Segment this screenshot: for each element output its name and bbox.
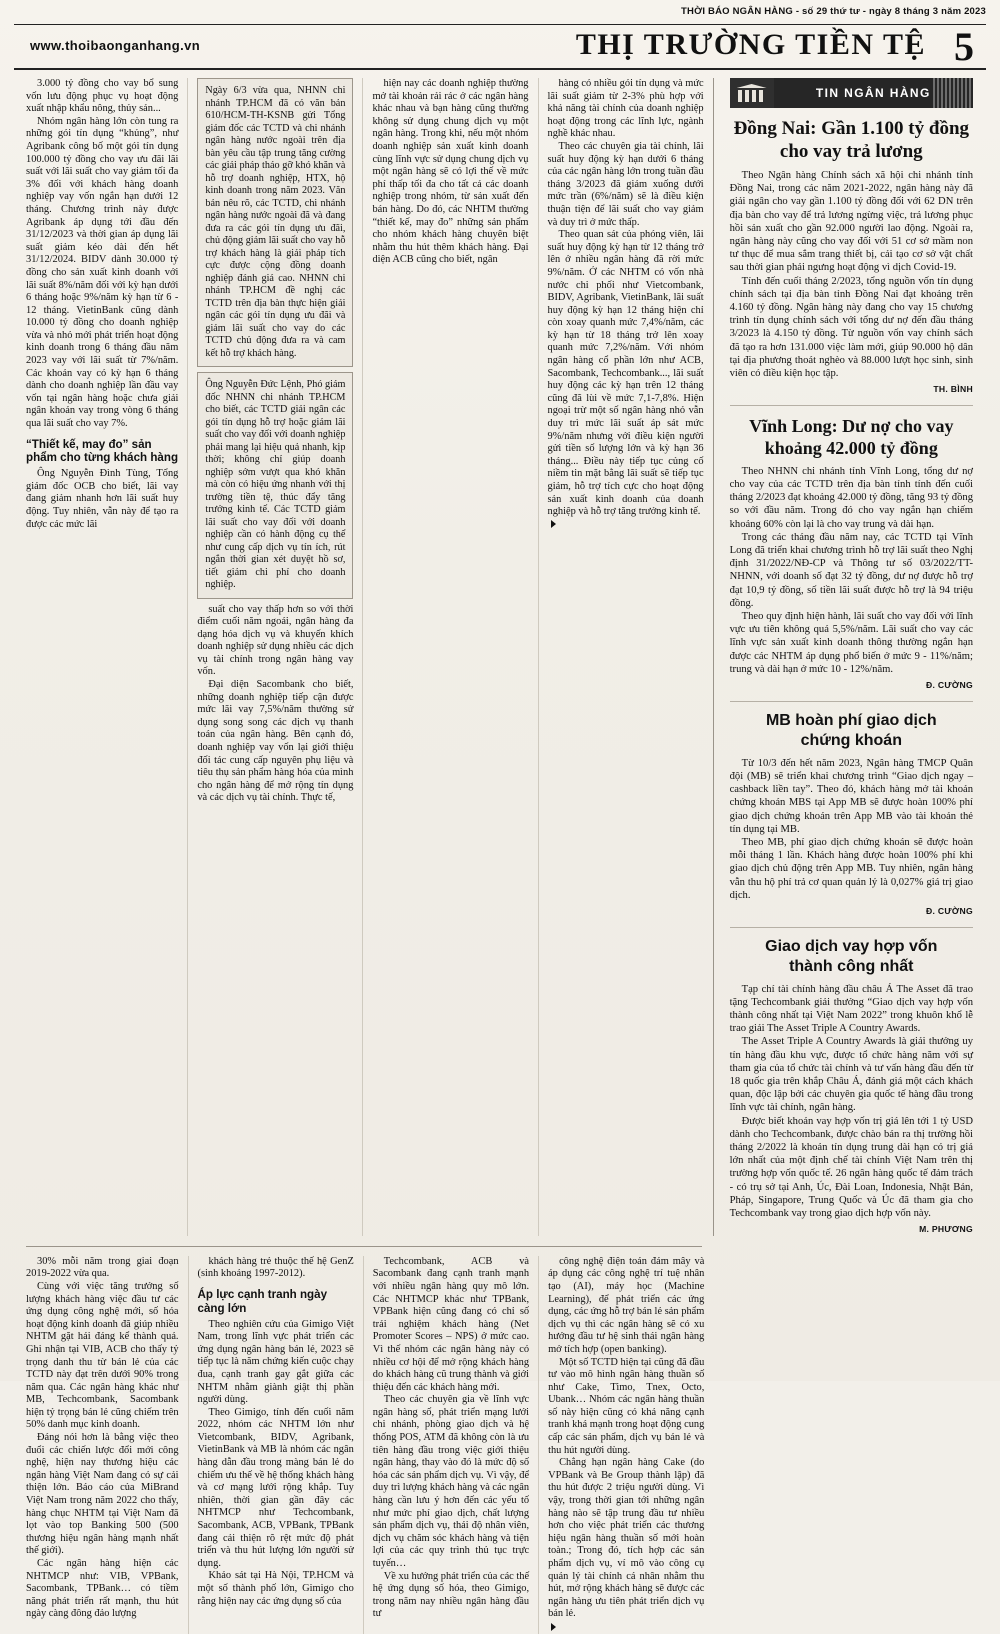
story-title-line2: cho vay trả lương <box>779 141 923 162</box>
paragraph: Theo MB, phí giao dịch chứng khoán sẽ được hoàn mỗi tháng 1 lần. Khách hàng được hoàn 100% phí khi giao dịch chủ động trên App MB. Tuy nhiên, ngân hàng vẫn thu hộ phí trả cơ quan quản lý là 0,027% giá trị giao dịch. <box>729 836 973 901</box>
page-number: 5 <box>954 24 974 69</box>
paragraph: Techcombank, ACB và Sacombank đang cạnh tranh mạnh với nhiều ngân hàng quy mô lớn. Các NHTMCP khác như TPBank, VPBank hiện cũng đang có chỉ số trải nghiệm khách hàng (Net Promoter Scores – NPS) ở mức cao. Vì thế nhóm các ngân hàng này có nhiều cơ hội để mở rộng khách hàng do khách hàng cũ trung thành và giới thiệu đến các khách hàng mới. <box>372 1255 530 1393</box>
paragraph: Đáng nói hơn là bằng việc theo đuổi các chiến lược đổi mới công nghệ, hiện nay thương hiệu các ngân hàng Việt Nam đang có sự cải thiện lớn. Báo cáo của MiBrand Việt Nam trong năm 2022 cho thấy, hàng chục NHTM tại Việt Nam đã lọt vào top Banking 500 (500 thương hiệu ngân hàng mạnh nhất thế giới). <box>26 1432 179 1557</box>
masthead <box>0 24 1000 70</box>
paragraph: hàng có nhiều gói tín dụng và mức lãi suất giảm từ 2-3% phù hợp với khả năng tài chính của doanh nghiệp hoạt động trong các lĩnh lực, ngành nghề khác nhau. <box>547 78 704 140</box>
upper-article-grid <box>26 78 982 1236</box>
paragraph: Theo quan sát của phóng viên, lãi suất huy động kỳ hạn từ 12 tháng trở lên ở nhiều ngân hàng đã rời mức 9%/năm. Ở các NHTM có vốn nhà nước chi phối như Vietcombank, BIDV, Agribank, VietinBank, lãi suất huy động kỳ hạn 12 tháng hiện chỉ còn xoay quanh mức 7,4%/năm, các kỳ hạn từ 18 tháng trở lên xoay quanh mức 7,2%/năm. Với nhóm ngân hàng cổ phần lớn như ACB, Sacombank, Techcombank..., lãi suất huy động các kỳ hạn trên 12 tháng cũng đã lùi về mức 7,1-7,8%. Hiện ngoại trừ một số ngân hàng nhỏ vẫn duy trì mức lãi suất áp sát mức 9%/năm nhưng với điều kiện người gửi tiền số lượng lớn và kỳ hạn 36 tháng... Điều này tiếp tục củng cố niềm tin mặt bằng lãi suất sẽ tiếp tục giảm, hỗ trợ tích cực cho hoạt động sản xuất kinh doanh của doanh nghiệp và hỗ trợ tăng trưởng kinh tế. <box>547 229 704 518</box>
subheading: Áp lực cạnh tranh ngày càng lớn <box>197 1287 328 1315</box>
column-2 <box>187 78 362 1236</box>
paragraph: hiện nay các doanh nghiệp thường mở tài khoản rải rác ở các ngân hàng khác nhau và bạn hàng cũng thường không sử dụng chung dịch vụ một ngân hàng. Trong khi, nếu một nhóm doanh nghiệp sản xuất kinh doanh cùng lĩnh vực sử dụng chung dịch vụ một ngân hàng sẽ có lợi thế về mức phí thấp tối đa cho tất cả các doanh nghiệp trong nhóm, từ sản xuất đến bán hàng. Do đó, các NHTM thường “thiết kế, may đo” những sản phẩm cho nhóm khách hàng chuyên biệt nhằm thu hút thêm khách hàng. Đại diện ACB cũng cho biết, ngân <box>372 78 529 266</box>
column-4 <box>538 78 713 1236</box>
story-title-line1: MB hoàn phí giao dịch <box>765 711 937 729</box>
paragraph: 30% mỗi năm trong giai đoạn 2019-2022 vừa qua. <box>26 1255 179 1280</box>
paragraph: Theo Gimigo, tính đến cuối năm 2022, nhóm các NHTM lớn như Vietcombank, BIDV, Agribank, VietinBank và MB là nhóm các ngân hàng dẫn đầu trong màng bán lẻ do chiếm ưu thế về hệ thống khách hàng và cơ mạng lưới rộng khắp. Tuy nhiên, thời gian gần đây các NHTMCP như Techcombank, Sacombank, ACB, VPBank, TPBank đang cải thiện rõ rệt mức độ phát triển và thu hút lượng lớn người sử dụng. <box>197 1406 354 1569</box>
paragraph: Tính đến cuối tháng 2/2023, tổng nguồn vốn tín dụng chính sách tại địa bàn tỉnh Đồng Nai đạt khoảng trên 4.160 tỷ đồng. Ngân hàng này đang cho vay 15 chương trình tín dụng chính sách với tổng dư nợ đến đầu tháng 3/2023 là 4.150 tỷ đồng. Từ nguồn vốn vay chính sách đã tạo ra hơn 131.000 việc làm mới, giúp 90.000 hộ dân tại địa phương thoát nghèo và 88.000 lượt học sinh, sinh viên có điều kiện học tập. <box>729 275 973 380</box>
paragraph: Trong các tháng đầu năm nay, các TCTD tại Vĩnh Long đã triển khai chương trình hỗ trợ lãi suất theo Nghị định 31/2022/NĐ-CP và Thông tư số 03/2022/TT-NHNN, với doanh số đạt 32 tỷ đồng, dư nợ được hỗ trợ đạt 10,9 tỷ đồng, số tiền lãi suất được hỗ trợ là 94 triệu đồng. <box>729 531 973 609</box>
lower-column-2 <box>188 1256 363 1634</box>
divider <box>730 405 973 406</box>
story-title-line2: thành công nhất <box>789 957 914 975</box>
byline: TH. BÌNH <box>933 384 973 395</box>
story-title-prefix: Vĩnh Long: <box>749 415 843 436</box>
site-url[interactable]: www.thoibaonganhang.vn <box>30 38 201 53</box>
lower-column-3 <box>363 1256 538 1634</box>
story-title-line1: Giao dịch vay hợp vốn <box>765 937 938 955</box>
paragraph: Theo quy định hiện hành, lãi suất cho vay đối với lĩnh vực ưu tiên không quá 5,5%/năm. Lãi suất cho vay các lĩnh vực sản xuất kinh doanh thông thường ngắn hạn được các NHTM áp dụng phổ biến ở mức 9 - 11%/năm; trung và dài hạn ở mức 10 - 12%/năm. <box>729 611 973 675</box>
rail-story-mb <box>730 711 973 918</box>
paragraph: Ông Nguyễn Đức Lệnh, Phó giám đốc NHNN chi nhánh TP.HCM cho biết, các TCTD giải ngân các gói tín dụng hỗ trợ hoặc giảm lãi suất cho vay đối với doanh nghiệp phải mang lại hiệu quả nhanh, kịp thời; không chỉ giúp doanh nghiệp sớm vượt qua khó khăn mà còn có hiệu ứng nhanh với thị trường tiền tệ, thúc đẩy tăng trưởng kinh tế. Các TCTD giảm lãi suất cho vay đối với doanh nghiệp cần có hành động cụ thể như cung cấp dịch vụ tín ích, rút ngắn thời gian xét duyệt hồ sơ, tiết giảm chi phí cho doanh nghiệp. <box>205 379 346 590</box>
paragraph: Từ 10/3 đến hết năm 2023, Ngân hàng TMCP Quân đội (MB) sẽ triển khai chương trình “Giao dịch ngay – cashback liền tay”. Theo đó, khách hàng mở tài khoản chứng khoán MBS tại App MB sẽ được hoàn 100% phí giao dịch chứng khoán trên App MB vào tài khoản thẻ tín dụng tại MB. <box>729 757 973 835</box>
end-mark <box>551 1623 556 1631</box>
section-title: THỊ TRƯỜNG TIỀN TỆ <box>575 28 926 61</box>
paragraph: Nhóm ngân hàng lớn còn tung ra những gói tín dụng “khủng”, như Agribank công bố một gói tín dụng 100.000 tỷ đồng cho vay ưu đãi lãi suất với lãi suất cho vay giảm tối đa 3% đối với khách hàng doanh nghiệp vay vốn ngắn hạn dưới 12 tháng. Chương trình này được Agribank áp dụng tới đầu đến 31/12/2023 và thời gian áp dụng lãi suất giảm kéo dài đến hết 31/12/2024. BIDV dành 30.000 tỷ đồng cho sản xuất kinh doanh với lãi suất 8%/năm đối với kỳ hạn dưới 6 tháng hoặc 9%/năm kỳ hạn từ 6 - 12 tháng. VietinBank cũng dành 10.000 tỷ đồng cho doanh nghiệp vừa và nhỏ mới phát triển hoạt động kinh doanh trong 6 tháng đầu năm 2023 vay với lãi suất từ 7%/năm. Các khoản vay có kỳ hạn 6 tháng dành cho doanh nghiệp lần đầu vay vốn tại ngân hàng hoặc chưa giải ngân khoản vay trong vòng 6 tháng qua lãi suất cho vay 7%. <box>26 115 179 430</box>
story-title-main: Dư nợ cho vay <box>842 415 954 436</box>
column-3 <box>362 78 537 1236</box>
rail-banner-label: TIN NGÂN HÀNG <box>774 78 973 108</box>
masthead-rule-bottom <box>14 68 986 70</box>
page-body <box>26 78 982 1620</box>
paragraph: Cùng với việc tăng trưởng số lượng khách hàng việc đầu tư các ứng dụng công nghệ mới, số hóa hoạt động kinh doanh đã giúp nhiều NHTM gặt hái đáng kể thành quả. Ghi nhận tại VIB, ACB cho thấy tỷ trọng danh thu từ bán lẻ của các TCTD này đạt trên dưới 90% trong năm qua. Các ngân hàng khác như MB, Techcombank, Sacombank hiện tỷ trọng bán lẻ cũng chiếm trên 50% danh mục kinh doanh. <box>26 1280 179 1431</box>
paragraph: 3.000 tỷ đồng cho vay bổ sung vốn lưu động phục vụ hoạt động xuất nhập khẩu nông, thủy sản... <box>26 78 179 115</box>
byline: Đ. CƯỜNG <box>926 905 973 916</box>
rail-story-dongnai <box>730 117 973 396</box>
paragraph: Được biết khoản vay hợp vốn trị giá lên tới 1 tỷ USD dành cho Techcombank, được chào bán ra thị trường hồi tháng 2/2022 là khoản tín dụng trung dài hạn có trị giá lớn nhất của một định chế tài chính Việt Nam trên thị trường hợp vốn quốc tế. 26 ngân hàng quốc tế đảm trách - có trụ sở tại Anh, Úc, Đài Loan, Indonesia, Nhật Bản, Pháp, Singapore, Trung Quốc và Úc đã tham gia cho Techcombank vay trong giao dịch hợp vốn này. <box>729 1115 973 1219</box>
paragraph: Theo NHNN chi nhánh tỉnh Vĩnh Long, tổng dư nợ cho vay của các TCTD trên địa bàn tỉnh tính đến cuối tháng 2/2023 đạt khoảng 42.000 tỷ đồng, tăng 93 tỷ đồng so với đầu năm. Trong đó cho vay ngắn hạn chiếm khoảng 60% còn lại là cho vay trung và dài hạn. <box>729 465 973 530</box>
story-title <box>730 117 973 163</box>
bank-building-icon <box>730 78 774 108</box>
paragraph: The Asset Triple A Country Awards là giải thưởng uy tín hàng đầu khu vực, được tổ chức hàng năm với sự tham gia của tổ chức tài chính và tư vấn hàng đầu đến từ 18 quốc gia trên khắp Châu Á, đánh giá một cách khách quan, độc lập bởi các chuyên gia quốc tế hàng đầu trong lĩnh vực tài chính, ngân hàng. <box>729 1036 973 1114</box>
paragraph: Ngày 6/3 vừa qua, NHNN chi nhánh TP.HCM đã có văn bản 610/HCM-TH-KSNB gửi Tổng giám đốc các TCTD và chi nhánh ngân hàng nước ngoài trên địa bàn yêu cầu tập trung tăng cường các giải pháp tháo gỡ khó khăn và hỗ trợ doanh nghiệp, HTX, hộ kinh doanh trong năm 2023. Văn bản nêu rõ, các TCTD, chi nhánh ngân hàng nước ngoài đã và đang đưa ra các gói tín dụng ưu đãi, chủ động giảm lãi suất cho vay hỗ trợ khách hàng là giải pháp tích cực được cộng đồng doanh nghiệp đánh giá cao. NHNN chi nhánh TP.HCM đề nghị các TCTD trên địa bàn thực hiện giải ngân các gói tín dụng ưu đãi và giảm lãi suất cho vay do các TCTD chủ động đưa ra và cam kết hỗ trợ khách hàng. <box>205 85 346 359</box>
story-title-line2: chứng khoán <box>800 731 902 749</box>
paragraph: công nghệ điện toán đám mây và áp dụng các công nghệ trí tuệ nhân tạo (AI), máy học (Machine Learning), để phát triển các ứng dụng, các ứng hỗ trợ bán lẻ sản phẩm dịch vụ thì các ngân hàng sẽ có xu hướng đầu tư hệ sinh thái ngân hàng mở tích hợp (open banking). <box>548 1255 705 1355</box>
paragraph: Theo các chuyên gia về lĩnh vực ngân hàng số, phát triển mạng lưới chi nhánh, phòng giao dịch và hệ thống POS, ATM đã không còn là ưu tiên hàng đầu trong việc giới thiệu ngân hàng, thay vào đó là mức độ số hóa các sản phẩm dịch vụ. Vì vậy, để duy trì lượng khách hàng và các ngân hàng cần lưu ý hơn đến các yếu tố như mức phí giao dịch, chất lượng sản phẩm dịch vụ, thái độ nhân viên, dịch vụ chăm sóc khách hàng và tiện lợi của các quy trình thủ tục trực tuyến… <box>372 1394 530 1570</box>
masthead-rule-top <box>14 24 986 25</box>
column-1 <box>26 78 187 1236</box>
rail-story-techcombank <box>730 937 973 1236</box>
story-title <box>730 711 973 751</box>
paragraph: Khảo sát tại Hà Nội, TP.HCM và một số thành phố lớn, Gimigo cho rằng hiện nay các ứng dụng số của <box>197 1570 354 1607</box>
story-title <box>730 937 973 977</box>
rail-story-vinhlong <box>730 415 973 692</box>
lower-column-4 <box>538 1256 713 1634</box>
rail-banner <box>730 78 973 108</box>
paragraph: Theo nghiên cứu của Gimigo Việt Nam, trong lĩnh vực phát triển các ứng dụng ngân hàng bán lẻ, 2023 sẽ tiếp tục là năm chứng kiến cuộc chạy đua, cạnh tranh gay gắt giữa các NHTM nhằm giành giật thị phần người dùng. <box>197 1318 354 1406</box>
paragraph: suất cho vay thấp hơn so với thời điểm cuối năm ngoái, ngân hàng đa dạng hóa dịch vụ và khuyến khích doanh nghiệp sử dụng nhiều các dịch vụ tài chính trong ngân hàng vay vốn. <box>197 603 354 678</box>
paragraph: Theo Ngân hàng Chính sách xã hội chi nhánh tỉnh Đồng Nai, trong các năm 2021-2022, ngân hàng này đã giải ngân cho vay gần 1.100 tỷ đồng đối với 62 DN trên địa bàn cho vay để trả lương ngừng việc, trả lương phục hồi sản xuất cho gần 92.000 người lao động. Ngoài ra, ngân hàng này cũng cho vay đối với 51 cơ sở mầm non tư thục để mua sắm trang thiết bị, cải tạo cơ sở vật chất sau thời gian phải ngưng hoạt động vì dịch Covid-19. <box>729 170 973 274</box>
paragraph: Một số TCTD hiện tại cũng đã đầu tư vào mô hình ngân hàng thuần số như Cake, Timo, Tnex, Octo, Ubank… Nhóm các ngân hàng thuần số này hiện cũng có khả năng cạnh tranh khá mạnh trong hoạt động cung cấp các sản phẩm, dịch vụ bán lẻ và thu hút người dùng. <box>548 1356 705 1456</box>
byline: Đ. CƯỜNG <box>926 680 973 691</box>
issue-line: THỜI BÁO NGÂN HÀNG - số 29 thứ tư - ngày 8 tháng 3 năm 2023 <box>681 6 986 17</box>
paragraph: Chẳng hạn ngân hàng Cake (do VPBank và Be Group thành lập) đã thu hút được 2 triệu người dùng. Vì vậy, trong thời gian tới những ngân hàng nào sẽ tập trung đầu tư nhiều hơn cho việc phát triển các thương hiệu ngân hàng thuần số mới hoàn toàn.; Trong đó, tích hợp các sản phẩm dịch vụ, ví mô vào công cụ quản lý tài chính cá nhân nhằm thu hút, mở rộng khách hàng sẽ được các ngân hàng ưu tiên phát triển dịch vụ bán lẻ. <box>548 1457 705 1620</box>
section-divider <box>26 1246 702 1247</box>
paragraph: Đại diện Sacombank cho biết, những doanh nghiệp tiếp cận được mức lãi vay 7,5%/năm thường sử dụng song song các dịch vụ thanh toán của ngân hàng. Bên cạnh đó, doanh nghiệp vay vốn lại giới thiệu đối tác cung cấp nguyên phụ liệu và tiêu thụ sản phẩm hàng hóa của mình cho ngân hàng để mở rộng tín dụng và các dịch vụ tài chính. Thực tế, <box>197 679 354 804</box>
end-mark <box>551 520 556 528</box>
subheading: “Thiết kế, may đo” sản phẩm cho từng khách hàng <box>26 437 179 465</box>
paragraph: Tạp chí tài chính hàng đầu châu Á The Asset đã trao tặng Techcombank giải thưởng “Giao dịch vay hợp vốn thành công nhất tại Việt Nam 2022” trong khuôn khổ lễ trao giải The Asset Triple A Country Awards. <box>729 983 973 1035</box>
story-title-prefix: Đồng Nai: <box>733 118 822 139</box>
byline: M. PHƯƠNG <box>919 1224 973 1235</box>
sidebar-box-2 <box>197 372 353 599</box>
divider <box>730 927 973 928</box>
paragraph: Theo các chuyên gia tài chính, lãi suất huy động kỳ hạn dưới 6 tháng của các ngân hàng lớn trong tuần đầu tháng 3/2023 đã giảm xuống dưới mức trần (6%/năm) sẽ là điều kiện thuận tiện để lãi suất cho vay giảm và duy trì ở mức thấp. <box>547 140 704 228</box>
paragraph: Ông Nguyễn Đình Tùng, Tổng giám đốc OCB cho biết, lãi vay đang giảm nhanh hơn lãi suất huy động. Tuy nhiên, vẫn này để tạo ra được các mức lãi <box>26 468 179 530</box>
lower-rail-spacer <box>713 1256 982 1634</box>
paragraph: Các ngân hàng hiện các NHTMCP như: VIB, VPBank, Sacombank, TPBank… có tiềm năng phát triển rất mạnh, thu hút ngày càng đông đảo lượng <box>26 1558 179 1620</box>
lower-article-grid <box>26 1256 982 1634</box>
story-title-line2: khoảng 42.000 tỷ đồng <box>764 437 938 458</box>
paragraph: Về xu hướng phát triển của các thế hệ ứng dụng số hóa, theo Gimigo, trong năm nay nhiều ngân hàng đầu tư <box>372 1570 530 1620</box>
story-title-main: Gần 1.100 tỷ đồng <box>821 118 970 139</box>
divider <box>730 701 973 702</box>
paragraph: khách hàng trẻ thuộc thế hệ GenZ (sinh khoảng 1997-2012). <box>197 1255 354 1280</box>
story-title <box>730 415 973 459</box>
lower-column-1 <box>26 1256 188 1634</box>
right-rail <box>713 78 982 1236</box>
sidebar-box-1 <box>197 78 353 367</box>
